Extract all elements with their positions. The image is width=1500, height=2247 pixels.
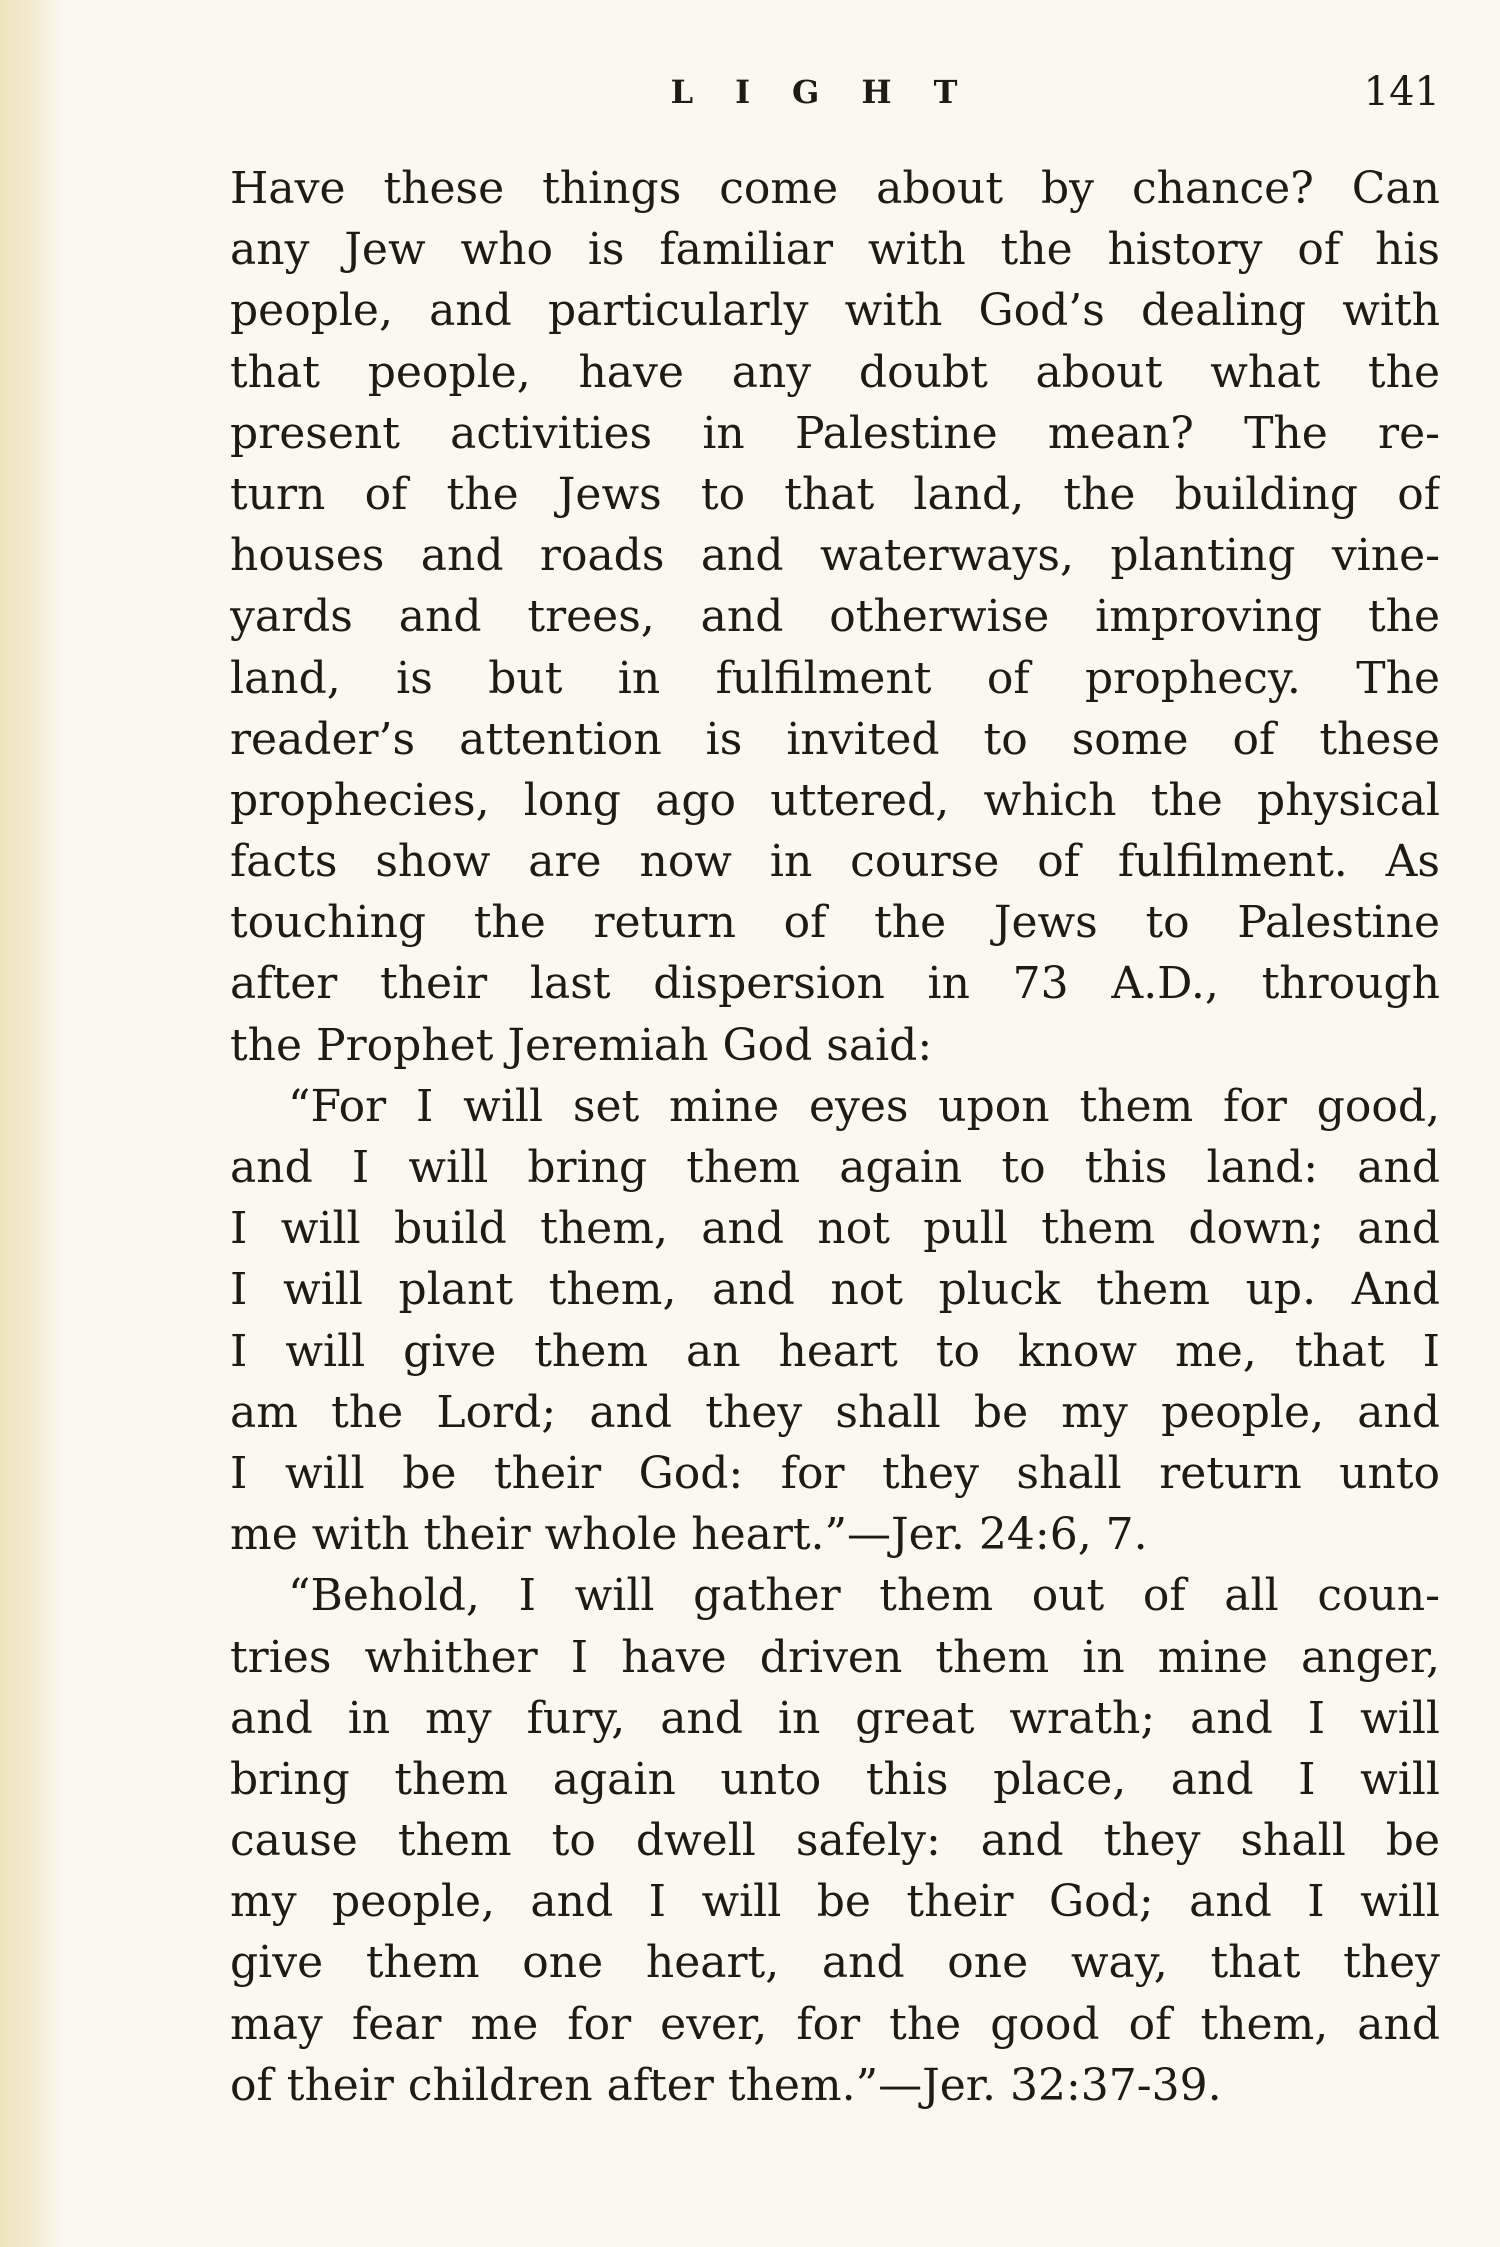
- text-line: touching the return of the Jews to Palestine: [230, 897, 1440, 949]
- quote-line: may fear me for ever, for the good of them, and: [230, 1998, 1440, 2050]
- text-line: the Prophet Jeremiah God said:: [230, 1019, 933, 1071]
- quote-line: give them one heart, and one way, that they: [230, 1937, 1440, 1989]
- quote-line: cause them to dwell safely: and they shall be: [230, 1815, 1440, 1867]
- text-line: people, and particularly with God’s dealing with: [230, 285, 1440, 337]
- running-head: [230, 62, 1440, 122]
- text-line: prophecies, long ago uttered, which the physical: [230, 774, 1440, 826]
- quote-line: me with their whole heart.”—Jer. 24:6, 7.: [230, 1509, 1148, 1561]
- quote-line: tries whither I have driven them in mine anger,: [230, 1631, 1440, 1683]
- text-line: Have these things come about by chance? Can: [230, 163, 1440, 214]
- text-line: any Jew who is familiar with the history of his: [230, 224, 1440, 276]
- text-line: reader’s attention is invited to some of these: [230, 713, 1440, 765]
- running-title: LIGHT: [670, 73, 1000, 111]
- quote-line: am the Lord; and they shall be my people, and: [230, 1386, 1440, 1438]
- text-line: yards and trees, and otherwise improving the: [230, 591, 1440, 643]
- quote-line: and in my fury, and in great wrath; and I will: [230, 1692, 1440, 1744]
- text-line: present activities in Palestine mean? The re-: [230, 407, 1440, 459]
- text-line: after their last dispersion in 73 A.D., through: [230, 958, 1440, 1010]
- quote-line: “For I will set mine eyes upon them for good,: [288, 1080, 1440, 1132]
- text-line: turn of the Jews to that land, the building of: [230, 468, 1440, 520]
- quote-line: my people, and I will be their God; and I will: [230, 1876, 1440, 1928]
- text-line: that people, have any doubt about what the: [230, 346, 1440, 398]
- quote-line: I will give them an heart to know me, that I: [230, 1325, 1440, 1377]
- quote-line: and I will bring them again to this land: and: [230, 1142, 1440, 1193]
- quote-line: I will build them, and not pull them down; and: [230, 1203, 1440, 1255]
- quote-line: “Behold, I will gather them out of all coun-: [288, 1570, 1440, 1622]
- text-line: houses and roads and waterways, planting vine-: [230, 530, 1440, 582]
- text-line: land, is but in fulfilment of prophecy. The: [230, 652, 1440, 704]
- body-text: [230, 158, 1440, 2116]
- page-gutter-shading: [0, 0, 62, 2247]
- page-number: 141: [1363, 69, 1440, 115]
- quote-line: of their children after them.”—Jer. 32:37-39.: [230, 2059, 1222, 2111]
- text-line: facts show are now in course of fulfilment. As: [230, 836, 1440, 888]
- quote-line: I will plant them, and not pluck them up. And: [230, 1264, 1440, 1316]
- quote-line: I will be their God: for they shall return unto: [230, 1447, 1440, 1499]
- quote-line: bring them again unto this place, and I will: [230, 1753, 1440, 1805]
